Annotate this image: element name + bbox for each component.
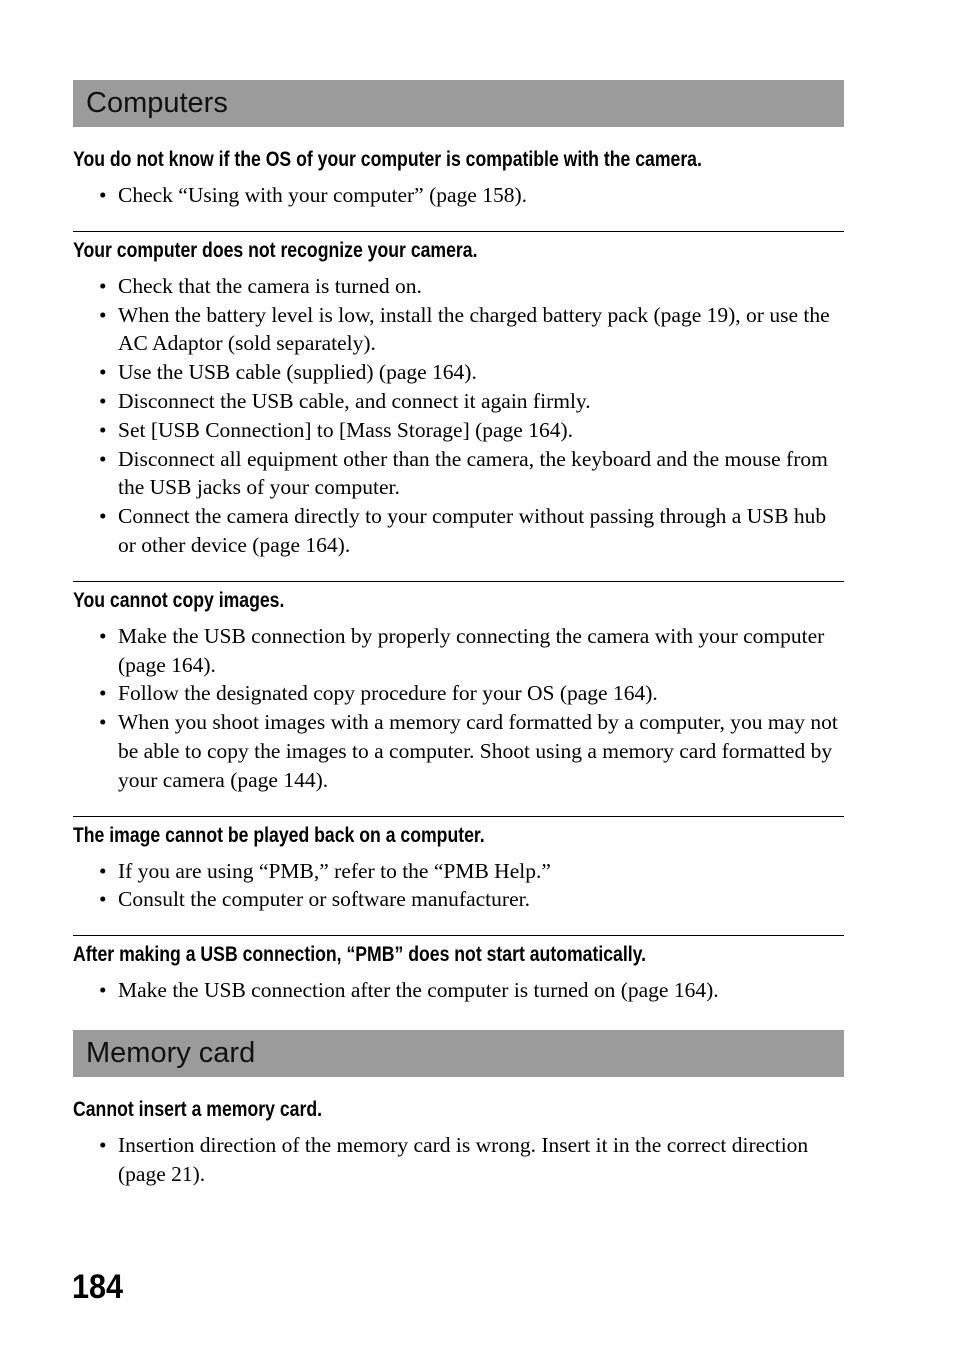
list-item bbox=[73, 416, 844, 445]
item-text: Set [USB Connection] to [Mass Storage] (page 164). bbox=[118, 417, 574, 442]
topic-item-list bbox=[73, 1131, 844, 1189]
section-heading-computers: Computers bbox=[73, 80, 844, 127]
item-text: Disconnect all equipment other than the camera, the keyboard and the mouse from the USB jacks of your computer. bbox=[118, 446, 828, 500]
list-item bbox=[73, 358, 844, 387]
list-item bbox=[73, 1131, 844, 1189]
list-item bbox=[73, 976, 844, 1005]
topic-title: After making a USB connection, “PMB” does not start automatically. bbox=[73, 943, 647, 967]
bullet: • bbox=[99, 302, 107, 327]
topic-cannot-copy bbox=[73, 581, 844, 816]
topic-item-list bbox=[73, 857, 844, 915]
item-text: Insertion direction of the memory card is wrong. Insert it in the correct direction (page 21). bbox=[118, 1132, 809, 1186]
topic-cannot-insert-card bbox=[73, 1077, 844, 1189]
topic-item-list bbox=[73, 622, 844, 795]
bullet: • bbox=[99, 978, 107, 1003]
item-text: Make the USB connection by properly connecting the camera with your computer (page 164). bbox=[118, 623, 825, 677]
bullet: • bbox=[99, 388, 107, 413]
item-text: Check that the camera is turned on. bbox=[118, 273, 422, 298]
bullet: • bbox=[99, 681, 107, 706]
list-item bbox=[73, 387, 844, 416]
topic-item-list bbox=[73, 976, 844, 1005]
item-text: Make the USB connection after the computer is turned on (page 164). bbox=[118, 978, 719, 1003]
item-text: Connect the camera directly to your computer without passing through a USB hub or other device (page 164). bbox=[118, 504, 827, 557]
topic-playback bbox=[73, 816, 844, 936]
item-text: Disconnect the USB cable, and connect it again firmly. bbox=[118, 388, 591, 413]
list-item bbox=[73, 181, 844, 210]
list-item bbox=[73, 857, 844, 886]
bullet: • bbox=[99, 887, 107, 912]
page-number: 184 bbox=[72, 1268, 124, 1306]
section-heading-memory-card: Memory card bbox=[73, 1030, 844, 1077]
bullet: • bbox=[99, 1132, 107, 1157]
manual-page bbox=[73, 80, 844, 1189]
list-item bbox=[73, 272, 844, 301]
topic-title: Your computer does not recognize your camera. bbox=[73, 238, 478, 262]
list-item bbox=[73, 301, 844, 359]
item-text: When you shoot images with a memory card formatted by a computer, you may not be able to copy the images to a computer. Shoot using a memory card formatted by your camera (page 144). bbox=[118, 710, 838, 792]
item-text: Use the USB cable (supplied) (page 164). bbox=[118, 360, 477, 385]
list-item bbox=[73, 885, 844, 914]
bullet: • bbox=[99, 504, 107, 529]
bullet: • bbox=[99, 858, 107, 883]
bullet: • bbox=[99, 360, 107, 385]
bullet: • bbox=[99, 273, 107, 298]
list-item bbox=[73, 445, 844, 503]
topic-title: You cannot copy images. bbox=[73, 588, 285, 612]
topic-title: You do not know if the OS of your computer is compatible with the camera. bbox=[73, 148, 702, 171]
item-text: Check “Using with your computer” (page 158). bbox=[118, 183, 527, 207]
topic-os-compatibility bbox=[73, 127, 844, 231]
topic-title: The image cannot be played back on a computer. bbox=[73, 823, 485, 847]
item-text: Consult the computer or software manufacturer. bbox=[118, 887, 530, 912]
topic-item-list bbox=[73, 181, 844, 210]
list-item bbox=[73, 708, 844, 794]
item-text: Follow the designated copy procedure for your OS (page 164). bbox=[118, 681, 658, 706]
bullet: • bbox=[99, 446, 107, 471]
bullet: • bbox=[99, 710, 107, 735]
topic-title: Cannot insert a memory card. bbox=[73, 1097, 322, 1121]
bullet: • bbox=[99, 183, 107, 207]
item-text: If you are using “PMB,” refer to the “PMB Help.” bbox=[118, 858, 551, 883]
list-item bbox=[73, 679, 844, 708]
bullet: • bbox=[99, 623, 107, 648]
list-item bbox=[73, 622, 844, 680]
topic-item-list bbox=[73, 272, 844, 560]
bullet: • bbox=[99, 417, 107, 442]
topic-not-recognized bbox=[73, 231, 844, 581]
topic-pmb-autostart bbox=[73, 935, 844, 1030]
list-item bbox=[73, 502, 844, 560]
item-text: When the battery level is low, install the charged battery pack (page 19), or use the AC Adaptor (sold separately). bbox=[118, 302, 830, 356]
